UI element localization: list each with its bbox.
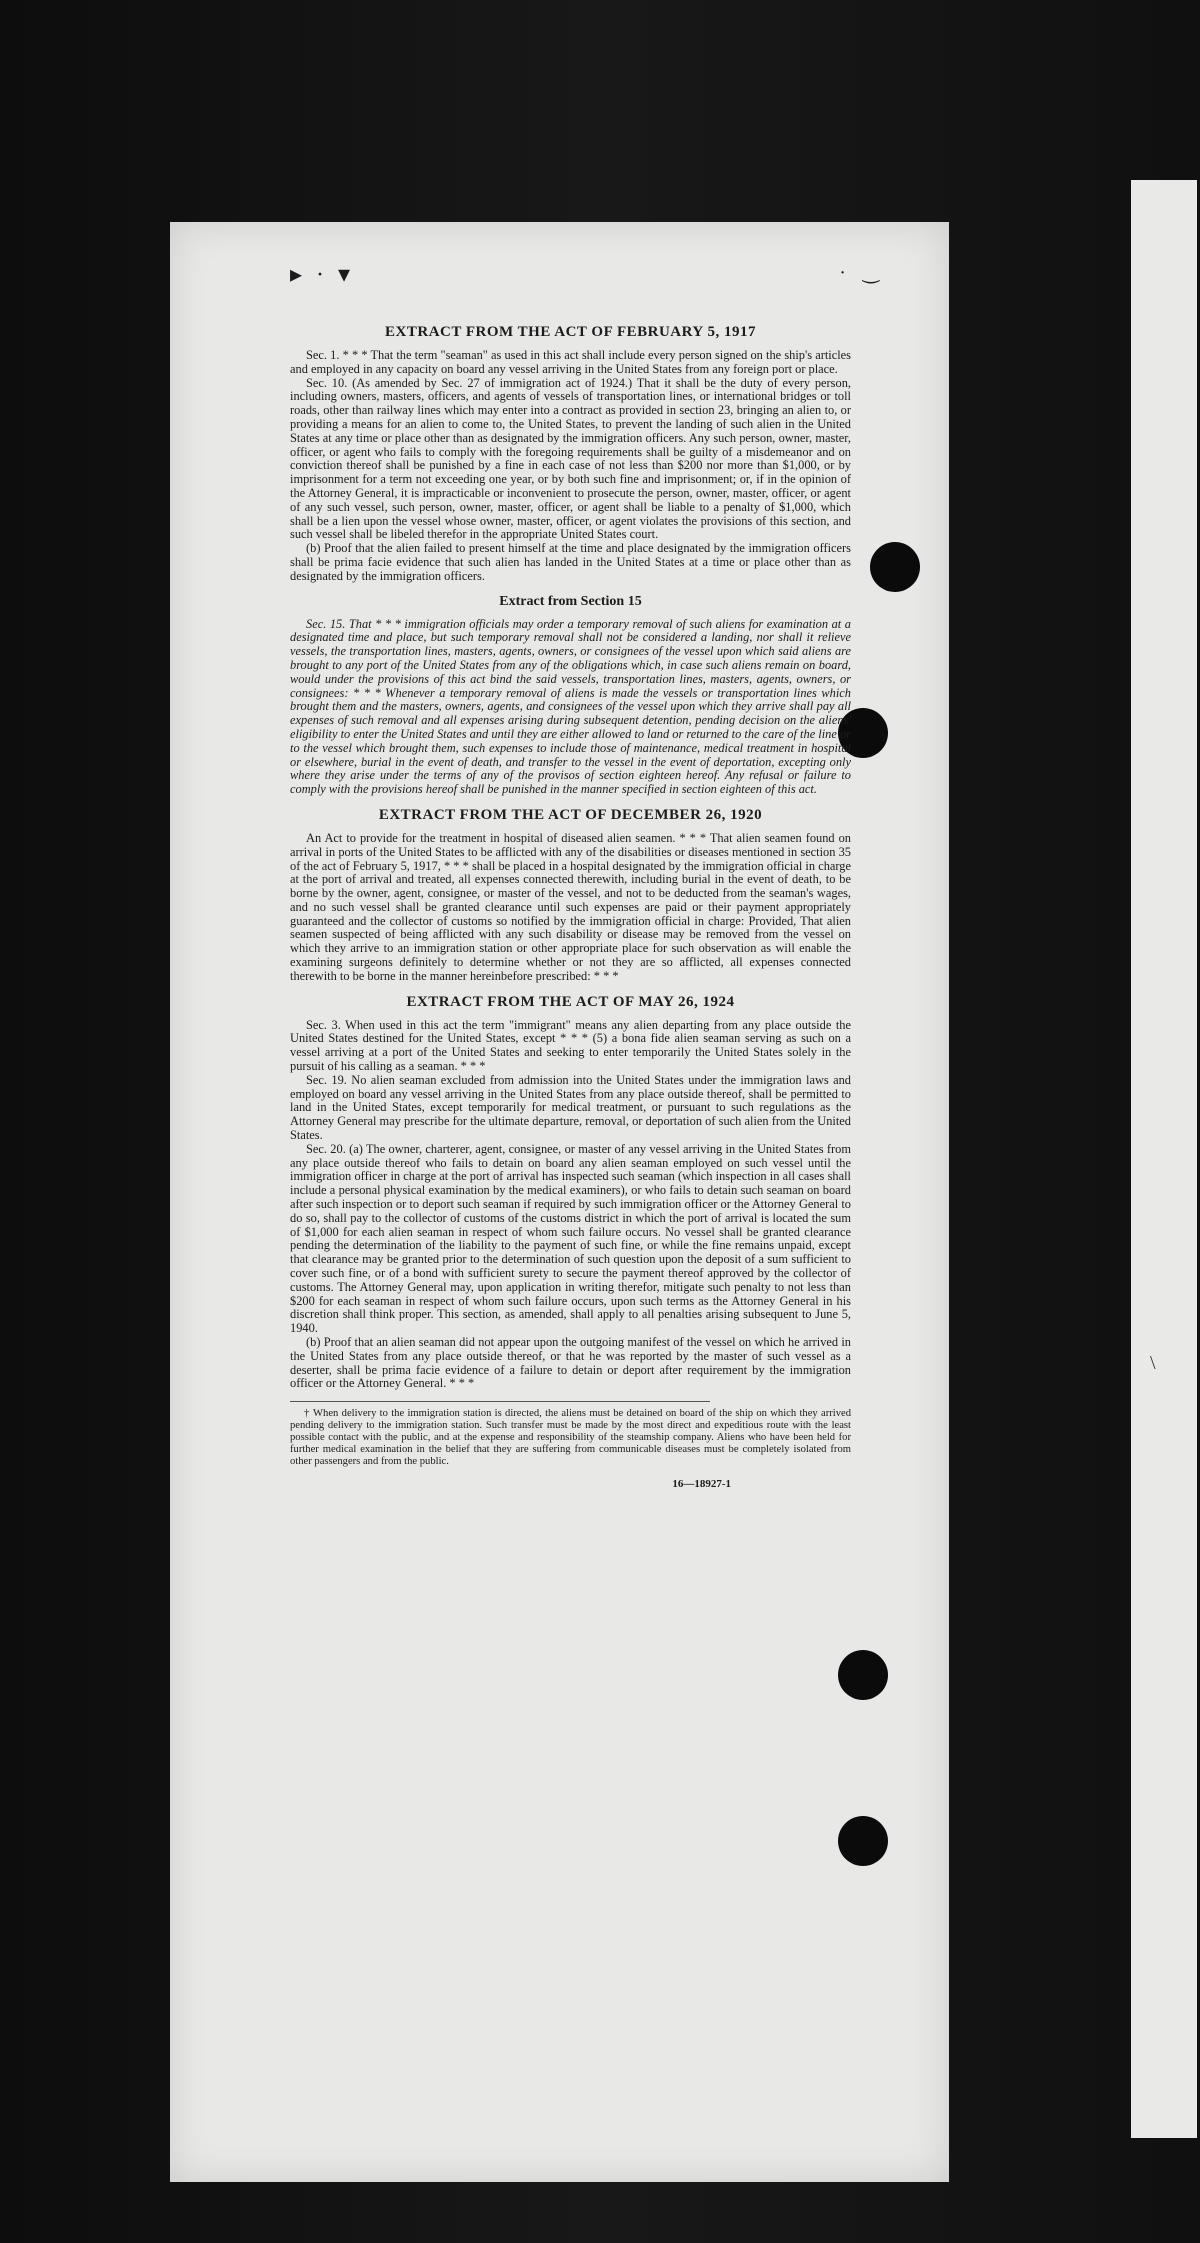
section-extract-15: [290, 594, 851, 797]
paragraph: (b) Proof that the alien failed to present himself at the time and place designated by the immigration officers shall be prima facie evidence that such alien has landed in the United States at a time or place other than as designated by the immigration officers.: [290, 541, 851, 583]
top-mark-right: · ‿: [839, 262, 885, 284]
section-heading: EXTRACT FROM THE ACT OF MAY 26, 1924: [406, 993, 735, 1010]
section-act-feb-1917: [290, 324, 851, 584]
paragraph: Sec. 20. (a) The owner, charterer, agent, consignee, or master of any vessel arriving in the United States from any place outside thereof who fails to detain on board any alien seaman employed on such vessel until the immigration officer in charge at the port of arrival has inspected such seaman (which inspection in all cases shall include a personal physical examination by the medical examiners), or who fails to detain such seaman on board after such inspection or to deport such seaman if required by such immigration officer or the Attorney General to do so, shall pay to the collector of customs of the customs district in which the port of arrival is located the sum of $1,000 for each alien seaman in respect of whom such failure occurs. No vessel shall be granted clearance pending the determination of the liability to the payment of such fine, or while the fine remains unpaid, except that clearance may be granted prior to the determination of such question upon the deposit of a sum sufficient to cover such fine, or of a bond with sufficient surety to secure the payment thereof approved by the collector of customs. The Attorney General may, upon application in writing therefor, mitigate such penalty to not less than $200 for each seaman in respect of whom such failure occurs, upon such terms as the Attorney General in his discretion shall think proper. This section, as amended, shall apply to all penalties arising subsequent to June 5, 1940.: [290, 1141, 851, 1336]
form-number: 16—18927-1: [672, 1478, 731, 1491]
paragraph: Sec. 15. That * * * immigration officials may order a temporary removal of such aliens for examination at a designated time and place, but such temporary removal shall not be considered a landing, nor shall it relieve vessels, the transportation lines, masters, agents, owners, or consignees of the vessel upon which said aliens are brought to any port of the United States from any of the obligations which, in case such aliens remain on board, would under the provisions of this act bind the said vessels, transportation lines, masters, agents, owners, or consignees: * * * Whenever a temporary removal of aliens is made the vessels or transportation lines which brought them and the masters, owners, agents, and consignees of the vessel upon which they arrive shall pay all expenses of such removal and all expenses arising during subsequent detention, pending decision on the aliens' eligibility to enter the United States and until they are either allowed to land or returned to the care of the line or to the vessel which brought them, such expenses to include those of maintenance, medical treatment in hospital or elsewhere, burial in the event of death, and transfer to the vessel in the event of deportation, excepting only where they arise under the terms of any of the provisos of section eighteen hereof. Any refusal or failure to comply with the provisions hereof shall be punished in the manner specified in section eighteen of this act.: [290, 616, 851, 797]
paragraph: Sec. 3. When used in this act the term "immigrant" means any alien departing from any place outside the United States destined for the United States, except * * * (5) a bona fide alien seaman serving as such on a vessel arriving at a port of the United States and seeking to enter temporarily the United States solely in the pursuit of his calling as a seaman. * * *: [290, 1017, 851, 1074]
paragraph: (b) Proof that an alien seaman did not appear upon the outgoing manifest of the vessel on which he arrived in the United States from any place outside thereof, or that he was reported by the master of such vessel as a deserter, shall be prima facie evidence of a failure to detain or deport after requirement by the immigration officer or the Attorney General. * * *: [290, 1335, 851, 1391]
document-body: [290, 324, 851, 1490]
footnote: † When delivery to the immigration station is directed, the aliens must be detained on board of the ship on which they arrived pending delivery to the immigration station. Such transfer must be made by the most direct and expeditious route with the least possible contact with the public, and at the expense and responsibility of the steamship company. Aliens who have been held for further medical examination in the belief that they are suffering from communicable diseases must be completely isolated from other passengers and from the public.: [290, 1408, 851, 1468]
adjacent-page-mark: \: [1150, 1352, 1156, 1374]
punch-hole: [838, 1650, 888, 1700]
paragraph: Sec. 1. * * * That the term "seaman" as used in this act shall include every person signed on the ship's articles and employed in any capacity on board any vessel arriving in the United States from any foreign port or place.: [290, 348, 851, 376]
punch-hole: [838, 1816, 888, 1866]
paragraph: Sec. 19. No alien seaman excluded from admission into the United States under the immigration laws and employed on board any vessel arriving in the United States from any place outside thereof, shall be permitted to land in the United States, except temporarily for medical treatment, or pursuant to such regulations as the Attorney General may prescribe for the ultimate departure, removal, or deportation of such alien from the United States.: [290, 1072, 851, 1143]
section-act-dec-1920: [290, 807, 851, 984]
section-heading: EXTRACT FROM THE ACT OF FEBRUARY 5, 1917: [385, 324, 756, 340]
paragraph: Sec. 10. (As amended by Sec. 27 of immigration act of 1924.) That it shall be the duty of every person, including owners, masters, officers, and agents of vessels of transportation lines, or international bridges or toll roads, other than railway lines which may enter into a contract as provided in section 23, bringing an alien to, or providing a means for an alien to come to, the United States, to prevent the landing of such alien in the United States at any time or place other than as designated by the immigration officers. Any such person, owner, master, officer, or agent who fails to comply with the foregoing requirements shall be guilty of a misdemeanor and on conviction thereof shall be punished by a fine in each case of not less than $200 nor more than $1,000, or by imprisonment for a term not exceeding one year, or by both such fine and imprisonment; or, if in the opinion of the Attorney General, it is impracticable or inconvenient to prosecute the person, owner, master, officer, or agent of any such vessel, such person, owner, master, officer, or agent shall be liable to a penalty of $1,000, which shall be a lien upon the vessel whose owner, master, officer, or agent violates the provisions of this section, and such vessel shall be libeled therefor in the appropriate United States court.: [290, 375, 851, 542]
footnote-divider: [290, 1401, 710, 1402]
top-marks: [170, 260, 949, 290]
paragraph: An Act to provide for the treatment in hospital of diseased alien seamen. * * * That alien seamen found on arrival in ports of the United States to be afflicted with any of the disabilities or diseases mentioned in section 35 of the act of February 5, 1917, * * * shall be placed in a hospital designated by the immigration official in charge at the port of arrival and treated, all expenses connected therewith, including burial in the event of death, to be borne by the owner, agent, consignee, or master of the vessel, and not to be deducted from the seaman's wages, and no such vessel shall be granted clearance until such expenses are paid or their payment appropriately guaranteed and the collector of customs so notified by the immigration official in charge: Provided, That alien seamen suspected of being afflicted with any such disability or disease may be removed from the vessel on which they arrive to an immigration station or other appropriate place for such observation as will enable the examining surgeons definitely to determine whether or not they are so afflicted, all expenses connected therewith to be borne in the manner hereinbefore prescribed: * * *: [290, 830, 851, 983]
top-mark-left: ▸ · ▾: [290, 262, 355, 288]
section-act-may-1924: [290, 994, 851, 1392]
adjacent-page-strip: [1131, 180, 1197, 2138]
section-heading: EXTRACT FROM THE ACT OF DECEMBER 26, 1920: [378, 806, 763, 823]
punch-hole: [870, 542, 920, 592]
document-page: [170, 222, 949, 2182]
section-heading: Extract from Section 15: [499, 593, 642, 609]
